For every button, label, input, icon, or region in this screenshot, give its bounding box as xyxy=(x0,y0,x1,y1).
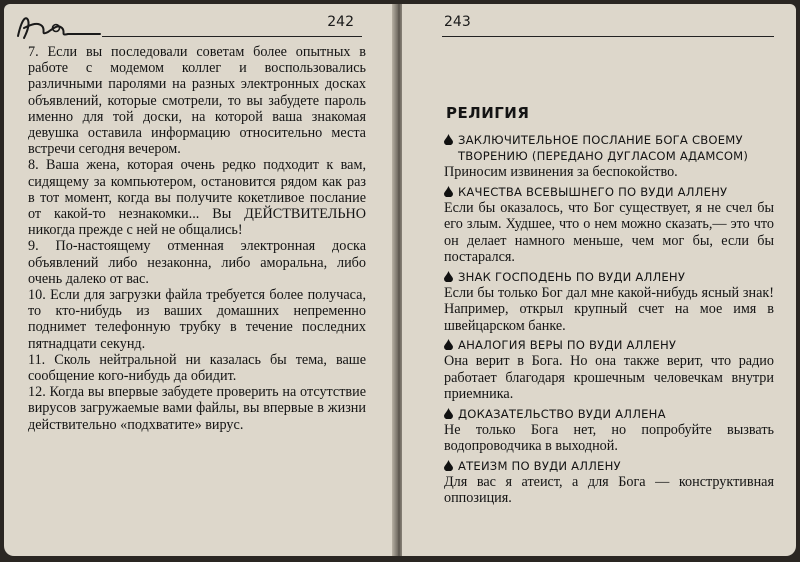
right-page-body xyxy=(444,104,774,510)
entry-title: ЗНАК ГОСПОДЕНЬ ПО ВУДИ АЛЛЕНУ xyxy=(444,269,774,285)
entry-title: ЗАКЛЮЧИТЕЛЬНОЕ ПОСЛАНИЕ БОГА СВОЕМУ ТВОРЕНИЮ (ПЕРЕДАНО ДУГЛАСОМ АДАМСОМ) xyxy=(444,132,774,164)
entry-title: КАЧЕСТВА ВСЕВЫШНЕГО ПО ВУДИ АЛЛЕНУ xyxy=(444,184,774,200)
entry xyxy=(444,458,774,507)
paragraph: 12. Когда вы впервые забудете проверить на отсутствие вирусов загружаемые вами файлы, вы впервые в жизни действительно «подхватите» вирус. xyxy=(28,384,366,433)
decorative-logo-icon xyxy=(12,10,102,44)
entry-text: Приносим извинения за беспокойство. xyxy=(444,164,678,180)
entry xyxy=(444,406,774,455)
entry-title: АНАЛОГИЯ ВЕРЫ ПО ВУДИ АЛЛЕНУ xyxy=(444,337,774,353)
entry-text: Не только Бога нет, но попробуйте вызвать водопроводчика в выходной. xyxy=(444,421,774,454)
page-number: 243 xyxy=(444,14,471,30)
drop-bullet-icon xyxy=(444,408,453,419)
page-number: 242 xyxy=(327,14,354,30)
left-page xyxy=(4,4,396,556)
section-heading: РЕЛИГИЯ xyxy=(446,104,530,122)
drop-bullet-icon xyxy=(444,186,453,197)
left-page-body xyxy=(28,44,366,433)
paragraph: 9. По-настоящему отменная электронная доска объявлений либо незаконна, либо аморальна, либо очень далеко от вас. xyxy=(28,238,366,287)
drop-bullet-icon xyxy=(444,134,453,145)
entry-title: АТЕИЗМ ПО ВУДИ АЛЛЕНУ xyxy=(444,458,774,474)
entry xyxy=(444,337,774,403)
paragraph: 7. Если вы последовали советам более опытных в работе с модемом коллег и воспользовались различными паролями на разных электронных досках объявлений, которые смотрели, то вы забудете пароль именно для той доски, на которой ваша знакомая девушка оставила информацию относительно места встречи сегодня вечером. xyxy=(28,44,366,158)
entry xyxy=(444,184,774,266)
entry-text: Для вас я атеист, а для Бога — конструктивная оппозиция. xyxy=(444,473,774,506)
right-page xyxy=(402,4,796,556)
drop-bullet-icon xyxy=(444,271,453,282)
header-rule xyxy=(102,36,362,37)
paragraph: 8. Ваша жена, которая очень редко подходит к вам, сидящему за компьютером, остановится рядом как раз в тот момент, когда вы получите кокетливое послание от какой-то незнакомки... Вы ДЕЙСТВИТЕЛЬНО никогда прежде с ней не общались! xyxy=(28,157,366,239)
entry-title: ДОКАЗАТЕЛЬСТВО ВУДИ АЛЛЕНА xyxy=(444,406,774,422)
header-rule xyxy=(442,36,774,37)
drop-bullet-icon xyxy=(444,339,453,350)
entry xyxy=(444,132,774,181)
entry-text: Она верит в Бога. Но она также верит, что радио работает благодаря крошечным человечкам внутри приемника. xyxy=(444,353,774,402)
drop-bullet-icon xyxy=(444,460,453,471)
entry-text: Если бы оказалось, что Бог существует, я не счел бы его злым. Худшее, что о нем можно сказать,— это что он делает намного меньше, чем мог бы, если бы постарался. xyxy=(444,199,774,265)
entry-text: Если бы только Бог дал мне какой-нибудь ясный знак! Например, открыл крупный счет на мое имя в швейцарском банке. xyxy=(444,284,774,334)
paragraph: 11. Сколь нейтральной ни казалась бы тема, ваше сообщение кого-нибудь да обидит. xyxy=(28,351,366,385)
entry xyxy=(444,269,774,335)
paragraph: 10. Если для загрузки файла требуется более получаса, то кто-нибудь из ваших домашних непременно поднимет телефонную трубку в течение последних пятнадцати секунд. xyxy=(28,287,366,352)
